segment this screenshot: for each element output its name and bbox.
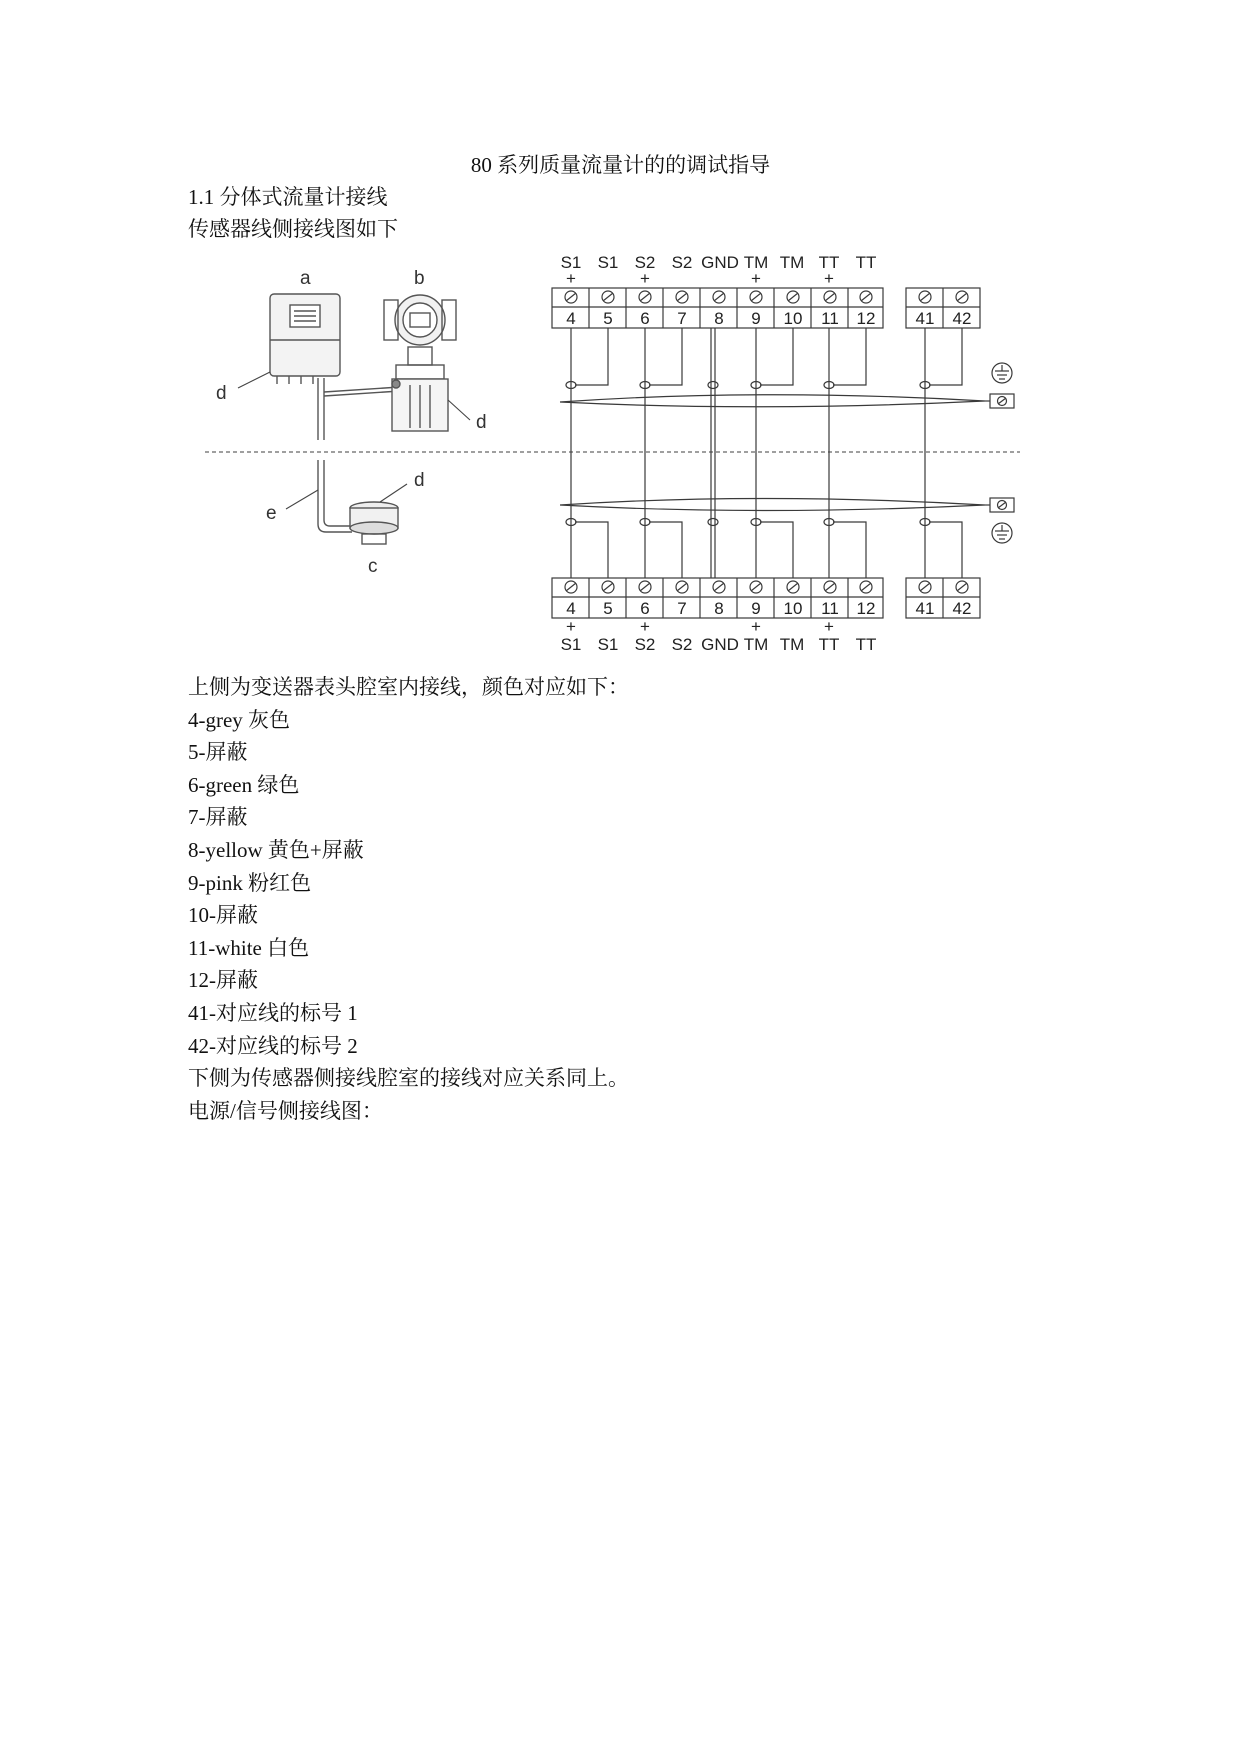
page-title: 80 系列质量流量计的的调试指导 [470, 153, 771, 177]
list-item: 7-屏蔽 [188, 805, 248, 830]
terminal-label: TT [818, 635, 840, 654]
list-item: 41-对应线的标号 1 [188, 1000, 358, 1025]
terminal-number: 41 [915, 599, 935, 618]
terminal-number: 42 [952, 309, 972, 328]
terminal-label: TT [855, 253, 877, 272]
list-item: 11-white 白色 [188, 935, 310, 960]
list-item: 10-屏蔽 [188, 903, 258, 928]
terminal-number: 4 [566, 309, 576, 328]
terminal-number: 11 [821, 309, 839, 328]
terminal-label: GND [701, 635, 739, 654]
list-item: 6-green 绿色 [188, 772, 300, 797]
plus-mark: + [640, 617, 650, 636]
device-letter-a: a [300, 268, 311, 289]
list-item: 5-屏蔽 [188, 740, 248, 765]
transmitter-illustration [270, 294, 400, 440]
wiring-diagram [0, 0, 1241, 680]
terminal-label: GND [701, 253, 739, 272]
terminal-label: TM [743, 253, 769, 272]
terminal-label: S2 [634, 635, 656, 654]
diagram-subheading: 传感器线侧接线图如下 [188, 217, 398, 241]
terminal-number: 12 [856, 309, 876, 328]
terminal-number: 6 [640, 599, 650, 618]
ground-icon [992, 523, 1012, 543]
remote-sensor-illustration [318, 460, 398, 544]
plus-mark: + [751, 269, 761, 288]
terminal-label: S1 [560, 635, 582, 654]
device-letter-d3: d [414, 470, 425, 491]
device-letter-e: e [266, 503, 277, 524]
wiring-color-list [188, 671, 629, 1127]
terminal-number: 41 [915, 309, 935, 328]
terminal-number: 7 [677, 599, 687, 618]
terminal-label: TM [743, 635, 769, 654]
plus-mark: + [824, 617, 834, 636]
device-letter-b: b [414, 268, 425, 289]
list-item: 下侧为传感器侧接线腔室的接线对应关系同上。 [188, 1066, 629, 1091]
plus-mark: + [566, 617, 576, 636]
terminal-label: S1 [560, 253, 582, 272]
terminal-label: S1 [597, 635, 619, 654]
terminal-number: 10 [783, 599, 803, 618]
ground-icon [992, 363, 1012, 383]
terminal-label: S1 [597, 253, 619, 272]
section-heading: 1.1 分体式流量计接线 [188, 185, 388, 209]
device-letter-c: c [368, 556, 378, 577]
terminal-number: 4 [566, 599, 576, 618]
list-item: 9-pink 粉红色 [188, 870, 312, 895]
terminal-number: 42 [952, 599, 972, 618]
terminal-number: 5 [603, 309, 613, 328]
terminal-number: 10 [783, 309, 803, 328]
terminal-number: 5 [603, 599, 613, 618]
list-item: 电源/信号侧接线图： [188, 1098, 383, 1123]
terminal-wiring [552, 253, 1014, 654]
device-letter-d2: d [476, 412, 487, 433]
terminal-number: 8 [714, 599, 724, 618]
terminal-label: TM [779, 253, 805, 272]
list-item: 8-yellow 黄色+屏蔽 [188, 837, 364, 862]
plus-mark: + [566, 269, 576, 288]
screw-icons [565, 291, 968, 593]
terminal-number: 8 [714, 309, 724, 328]
sensor-illustration [384, 295, 456, 431]
list-item: 12-屏蔽 [188, 968, 258, 993]
terminal-number: 6 [640, 309, 650, 328]
terminal-number: 11 [821, 599, 839, 618]
plus-mark: + [824, 269, 834, 288]
list-item: 42-对应线的标号 2 [188, 1033, 358, 1058]
plus-mark: + [640, 269, 650, 288]
terminal-number: 9 [751, 309, 761, 328]
terminal-label: TT [855, 635, 877, 654]
plus-mark: + [751, 617, 761, 636]
list-item: 上侧为变送器表头腔室内接线，颜色对应如下： [188, 675, 629, 699]
terminal-label: S2 [671, 253, 693, 272]
terminal-number: 7 [677, 309, 687, 328]
terminal-label: S2 [634, 253, 656, 272]
terminal-number: 9 [751, 599, 761, 618]
terminal-number: 12 [856, 599, 876, 618]
device-letter-d1: d [216, 383, 227, 404]
terminal-label: S2 [671, 635, 693, 654]
terminal-label: TT [818, 253, 840, 272]
list-item: 4-grey 灰色 [188, 707, 291, 732]
terminal-label: TM [779, 635, 805, 654]
